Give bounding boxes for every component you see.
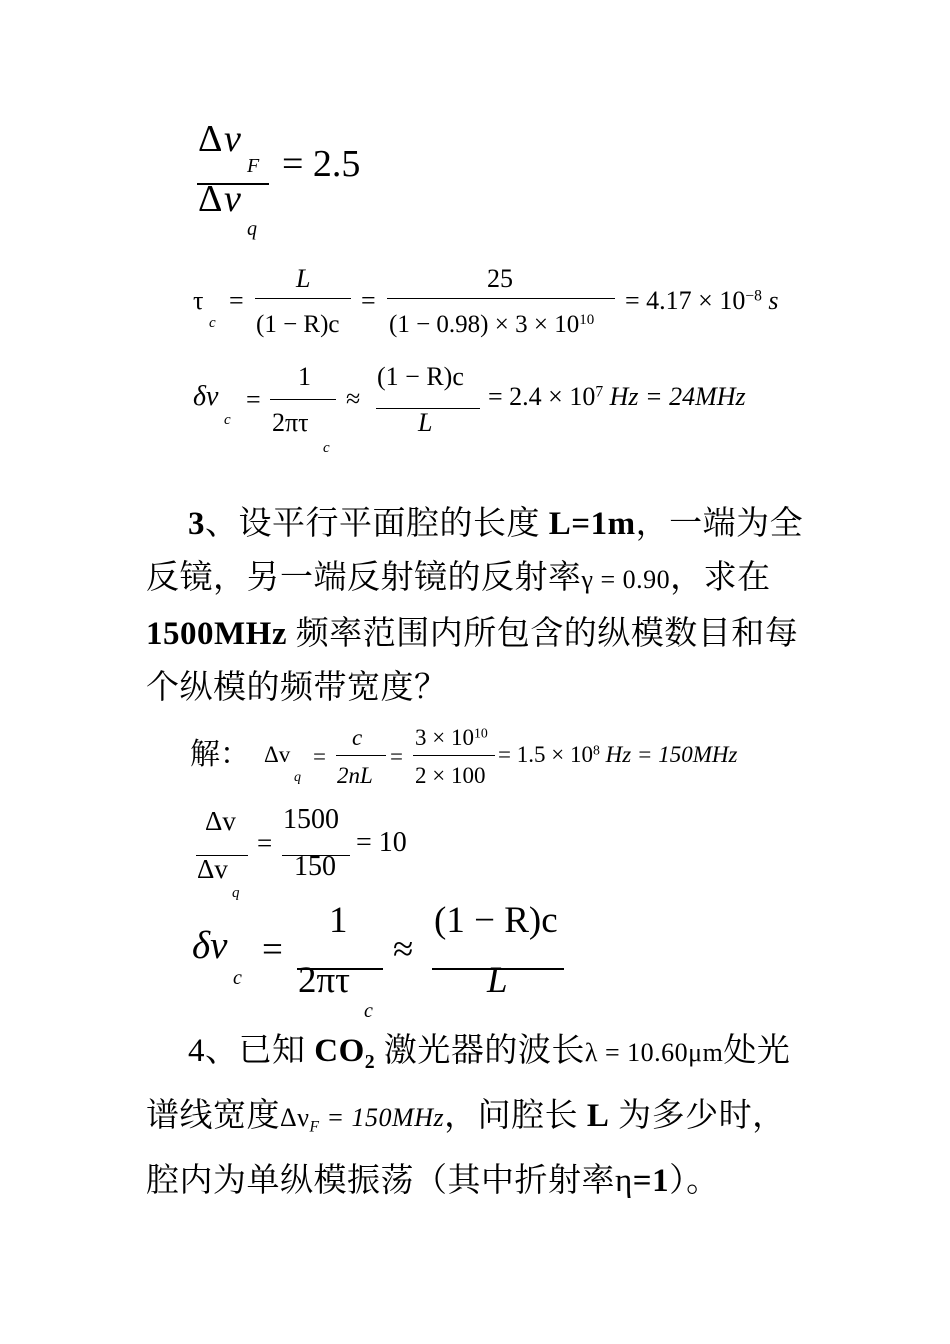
reflectivity-value: γ = 0.90 xyxy=(581,565,671,594)
wavelength-value: λ = 10.60μm xyxy=(584,1038,724,1067)
eq2-lhs-sub: c xyxy=(209,315,216,331)
eq5-rhs: = 10 xyxy=(356,827,407,858)
problem-3-text: 3、设平行平面腔的长度 L=1m，一端为全反镜，另一端反射镜的反射率γ = 0.90，求在 1500MHz 频率范围内所包含的纵模数目和每个纵模的频带宽度？ xyxy=(146,506,804,706)
eq3-f1-num: 1 xyxy=(298,362,311,391)
solution-label: 解： xyxy=(190,738,250,771)
eq6-f1-den-sub: c xyxy=(364,1000,373,1022)
eq1-num-var: v xyxy=(224,118,241,160)
eq6-approx: ≈ xyxy=(393,929,414,970)
problem-4-number: 4 xyxy=(188,1033,205,1069)
eq6-equals: = xyxy=(262,929,283,970)
sol-equals-1: = xyxy=(313,744,326,769)
eq3-lhs-sub: c xyxy=(224,412,231,428)
sol-f1-bar xyxy=(336,755,386,756)
eq2-f1-num: L xyxy=(296,264,311,293)
eq1-den-sub: q xyxy=(247,218,257,240)
eq3-lhs: δv xyxy=(193,381,219,412)
eq2-f2-den: $(1 - 0.98) \times 3 \times 10^{10}$ xyxy=(389,311,595,338)
eq3-f2-den: L xyxy=(418,408,433,437)
sol-f1-num: c xyxy=(352,725,363,750)
eq2-lhs: τ xyxy=(193,286,204,315)
eq2-equals-1: = xyxy=(229,286,244,315)
gain-linewidth-value: $\Delta\nu_F = 150MHz$ xyxy=(280,1102,445,1136)
eq2-rhs: = $4.17 \times 10^{-8}$ s xyxy=(625,286,779,315)
eq3-f1-den: 2πτ xyxy=(272,408,309,437)
sol-lhs: Δv xyxy=(264,742,291,767)
eq2-f1-den: (1 − R)c xyxy=(256,311,340,338)
sol-f2-bar xyxy=(413,755,495,756)
problem-4-text: 4、已知 $CO_2$ 激光器的波长λ = 10.60μm处光谱线宽度$\Delta\nu_F = 150MHz$，问腔长 L 为多少时，腔内为单纵模振荡（其中折射率η=1）。 xyxy=(146,1033,791,1200)
eq2-f1-bar xyxy=(255,298,351,299)
eq3-f2-num: (1 − R)c xyxy=(377,362,464,391)
sol-equals-2: = xyxy=(390,744,403,769)
eq1-rhs: = 2.5 xyxy=(282,143,361,185)
eq3-rhs: = $2.4 \times 10^7$ Hz = 24MHz xyxy=(488,382,746,411)
eq6-lhs: δv xyxy=(192,924,228,967)
sol-f2-den: 2 × 100 xyxy=(415,763,486,788)
eq5-equals: = xyxy=(257,828,273,858)
sol-rhs: = $1.5 \times 10^8$ Hz = 150MHz xyxy=(498,742,738,767)
eq5-f-den: 150 xyxy=(294,851,336,882)
eq6-f2-den: L xyxy=(487,960,508,1001)
problem-3-number: 3 xyxy=(188,506,205,542)
eq5-f-num: 1500 xyxy=(283,804,339,835)
eq2-f2-bar xyxy=(387,298,615,299)
eq6-f2-num: (1 − R)c xyxy=(434,900,558,941)
eq3-approx: ≈ xyxy=(346,384,361,413)
eq6-lhs-sub: c xyxy=(233,967,242,989)
eq1-num-sub: F xyxy=(247,155,260,177)
eq1-num-delta: Δ xyxy=(198,118,223,160)
sol-f1-den: 2nL xyxy=(337,763,373,788)
eq3-f1-bar xyxy=(270,399,336,400)
eq6-f1-den: 2πτ xyxy=(298,960,351,1001)
eq1-den-var: v xyxy=(224,178,241,220)
eq3-f1-den-sub: c xyxy=(323,440,330,456)
eq3-equals-1: = xyxy=(246,385,261,414)
eq1-den-delta: Δ xyxy=(198,178,223,220)
sol-f2-num: $3 \times 10^{10}$ xyxy=(415,725,488,750)
eq2-equals-2: = xyxy=(361,286,376,315)
eq5-den-sub: q xyxy=(232,885,240,901)
eq5-den: Δv xyxy=(197,854,228,884)
eq2-f2-num: 25 xyxy=(487,264,513,293)
sol-lhs-sub: q xyxy=(294,770,301,785)
eq6-f1-num: 1 xyxy=(329,900,348,941)
eq5-num: Δv xyxy=(205,806,236,836)
